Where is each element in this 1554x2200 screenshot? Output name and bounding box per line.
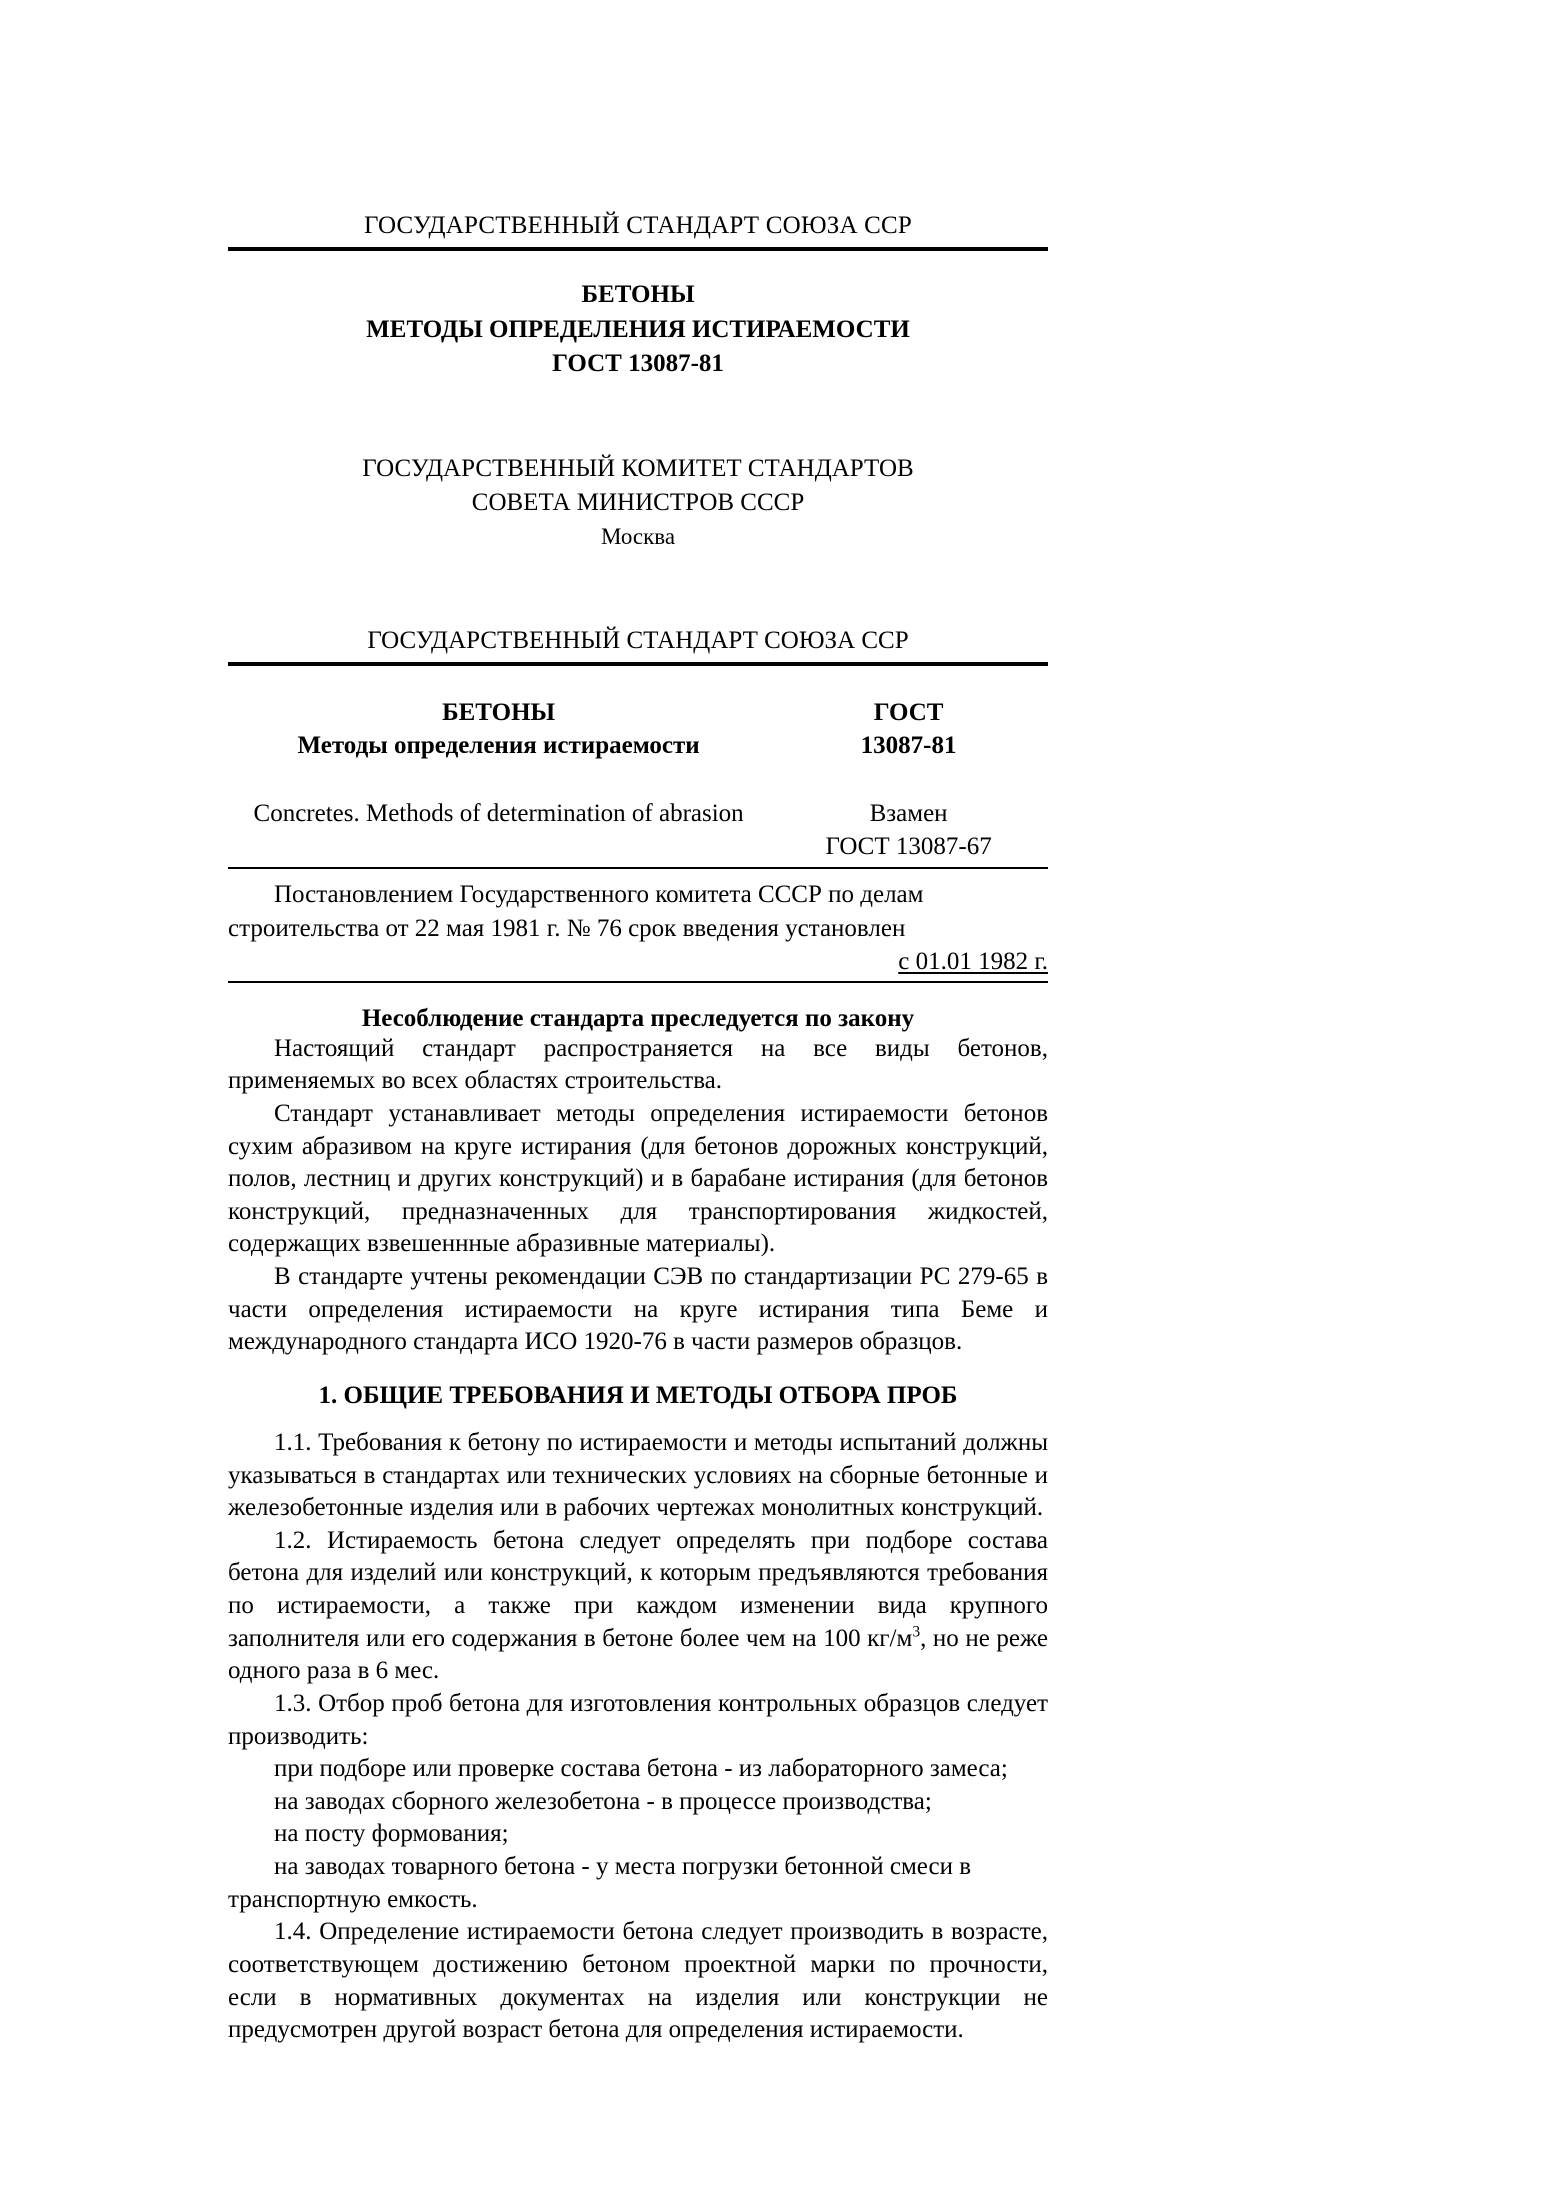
intro-paragraph-2: Стандарт устанавливает методы определения истираемости бетонов сухим абразивом на круге истирания (для бетонов дорожных конструкций, полов, лестниц и других конструкций) и в барабане истирания (для бетонов конструкций, предназначенных для транспортирования жидкостей, содержащих взвешеннные абразивные материалы). bbox=[228, 1099, 1048, 1258]
cover-org-line-2: СОВЕТА МИНИСТРОВ СССР bbox=[471, 489, 805, 516]
standard-header-table bbox=[228, 666, 1048, 863]
gost-label: ГОСТ bbox=[873, 699, 944, 727]
standard-name-cell bbox=[228, 666, 769, 763]
cubic-metre-superscript: 3 bbox=[912, 1623, 921, 1641]
decree-text-line-2: строительства от 22 мая 1981 г. № 76 срок введения установлен bbox=[228, 914, 906, 942]
clause-1-1: 1.1. Требования к бетону по истираемости и методы испытаний должны указываться в стандартах или технических условиях на сборные бетонные и железобетонные изделия или в рабочих чертежах монолитных конструкций. bbox=[228, 1428, 1048, 1522]
clause-1-2 bbox=[228, 1525, 1048, 1688]
list-item: при подборе или проверке состава бетона - из лабораторного замеса; bbox=[274, 1755, 1008, 1783]
standard-name-ru: БЕТОНЫ bbox=[442, 699, 556, 727]
clause-1-3: 1.3. Отбор проб бетона для изготовления контрольных образцов следует производить: bbox=[228, 1689, 1048, 1750]
cover-header-line: ГОСУДАРСТВЕННЫЙ СТАНДАРТ СОЮЗА ССР bbox=[363, 212, 913, 239]
cover-title-line-2: МЕТОДЫ ОПРЕДЕЛЕНИЯ ИСТИРАЕМОСТИ bbox=[366, 315, 910, 343]
clause-1-2-text-a: 1.2. Истираемость бетона следует определять при подборе состава бетона для изделий или конструкций, к которым предъявляются требования по истираемости, а также при каждом изменении вида крупного заполнителя или его содержания в бетоне более чем на 100 кг/м bbox=[228, 1526, 1048, 1652]
intro-paragraph-1: Настоящий стандарт распространяется на все виды бетонов, применяемых во всех областях строительства. bbox=[228, 1034, 1048, 1095]
replaces-value: ГОСТ 13087-67 bbox=[825, 832, 992, 860]
list-item: на заводах товарного бетона - у места погрузки бетонной смеси в bbox=[274, 1853, 972, 1881]
cover-header-rule bbox=[228, 247, 1048, 251]
standard-name-en-cell bbox=[228, 763, 769, 864]
list-item: на посту формования; bbox=[274, 1820, 509, 1848]
decree-paragraph bbox=[228, 878, 1048, 979]
decree-top-rule bbox=[228, 867, 1048, 869]
cover-org-city: Москва bbox=[600, 523, 676, 549]
decree-effective-date: с 01.01 1982 г. bbox=[898, 948, 1048, 976]
intro-paragraph-3: В стандарте учтены рекомендации СЭВ по стандартизации РС 279-65 в части определения истираемости на круге истирания типа Беме и международного стандарта ИСО 1920-76 в части размеров образцов. bbox=[228, 1263, 1048, 1356]
page-content bbox=[228, 0, 1048, 2047]
decree-text-line-1: Постановлением Государственного комитета СССР по делам bbox=[274, 881, 924, 909]
cover-title-block bbox=[228, 278, 1048, 382]
legal-warning: Несоблюдение стандарта преследуется по закону bbox=[361, 1004, 915, 1032]
replaces-label: Взамен bbox=[869, 799, 948, 827]
list-item-continuation: транспортную емкость. bbox=[228, 1885, 478, 1913]
table-row bbox=[228, 666, 1048, 763]
cover-title-line-1: БЕТОНЫ bbox=[581, 281, 695, 308]
section-1-heading: 1. ОБЩИЕ ТРЕБОВАНИЯ И МЕТОДЫ ОТБОРА ПРОБ bbox=[318, 1381, 958, 1409]
standard-header-line: ГОСУДАРСТВЕННЫЙ СТАНДАРТ СОЮЗА ССР bbox=[367, 627, 909, 655]
standard-subtitle-ru: Методы определения истираемости bbox=[297, 732, 700, 760]
decree-bottom-rule bbox=[228, 981, 1048, 983]
clause-1-2-text-b: , но не реже одного раза в 6 мес. bbox=[228, 1624, 1048, 1685]
standard-number-cell bbox=[769, 666, 1048, 763]
standard-replaces-cell bbox=[769, 763, 1048, 864]
cover-title-line-3: ГОСТ 13087-81 bbox=[552, 350, 724, 377]
list-item: на заводах сборного железобетона - в процессе производства; bbox=[274, 1787, 932, 1815]
gost-number: 13087-81 bbox=[860, 732, 957, 760]
clause-1-4: 1.4. Определение истираемости бетона следует производить в возрасте, соответствующем достижению бетоном проектной марки по прочности, если в нормативных документах на изделия или конструкции не предусмотрен другой возраст бетона для определения истираемости. bbox=[228, 1918, 1048, 2044]
standard-name-en: Concretes. Methods of determination of abrasion bbox=[253, 799, 744, 827]
table-row bbox=[228, 763, 1048, 864]
cover-org-line-1: ГОСУДАРСТВЕННЫЙ КОМИТЕТ СТАНДАРТОВ bbox=[362, 454, 914, 482]
cover-organization-block bbox=[228, 452, 1048, 553]
